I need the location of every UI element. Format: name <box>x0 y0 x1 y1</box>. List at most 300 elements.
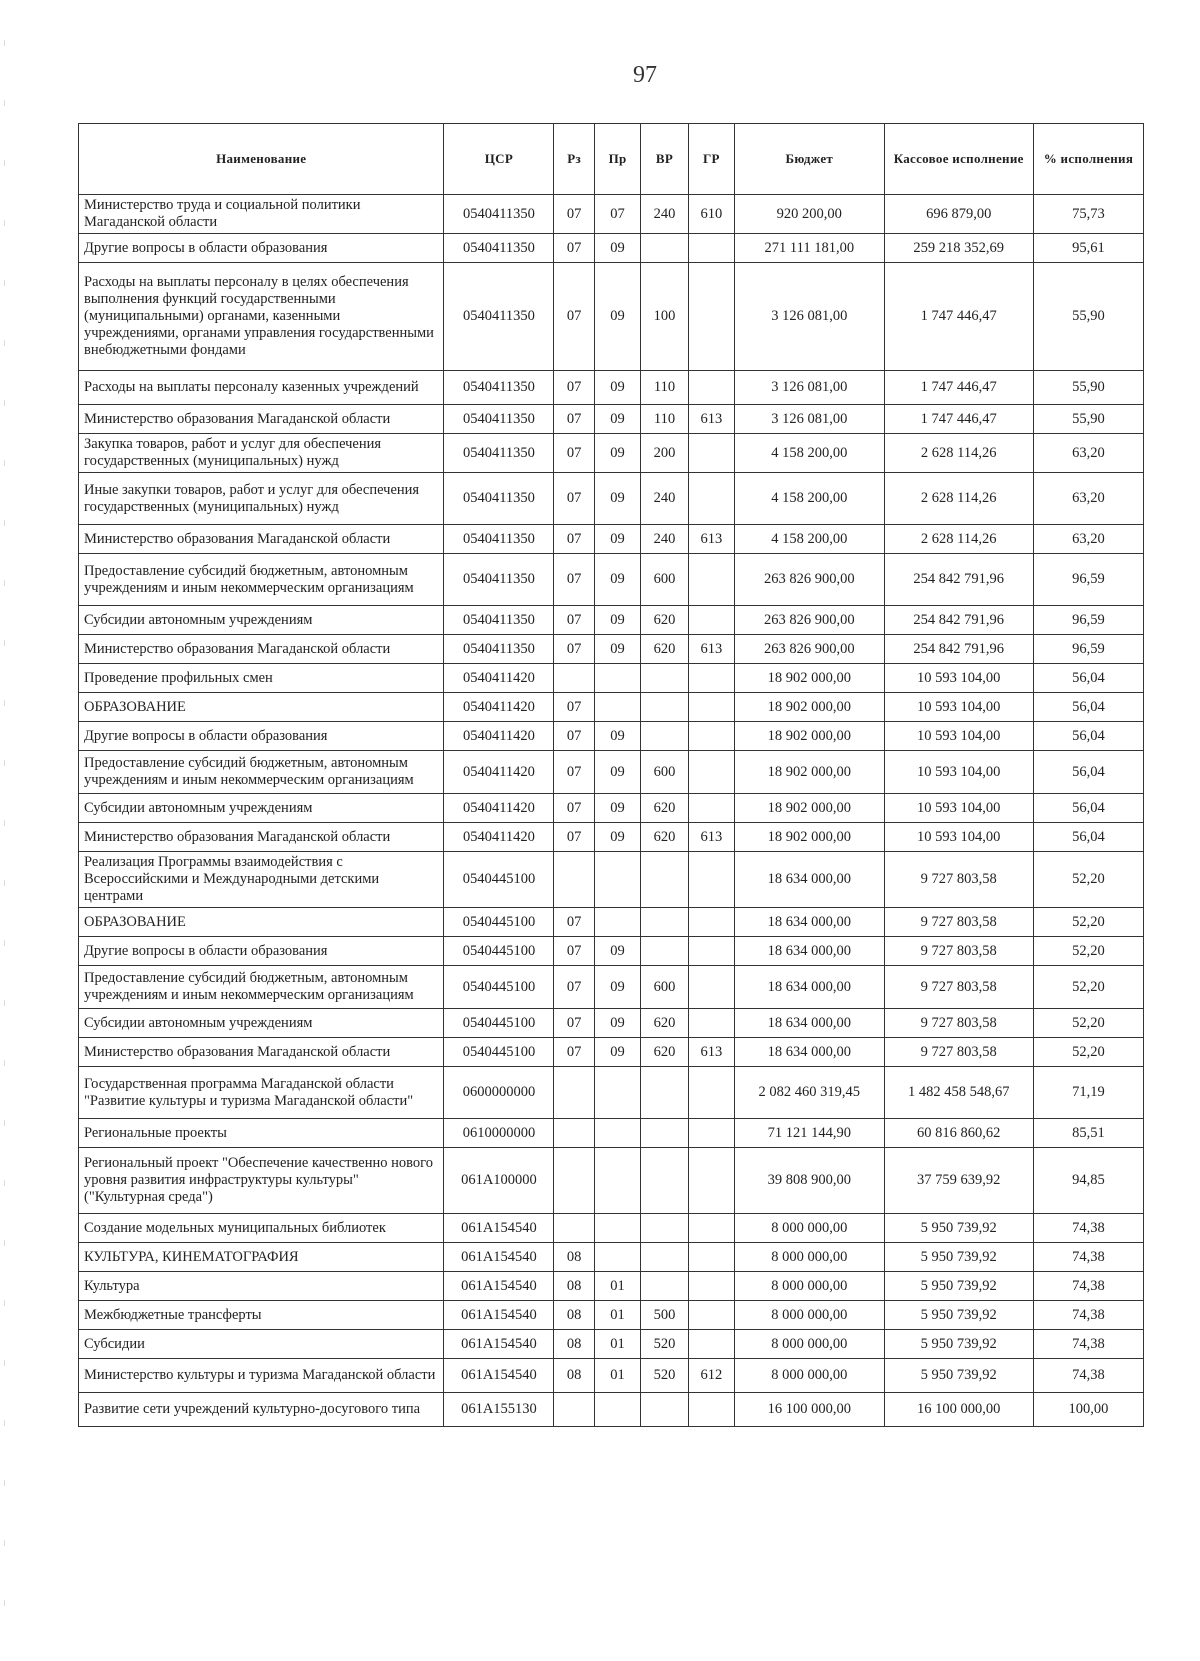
header-budget: Бюджет <box>735 124 884 195</box>
row-percent: 52,20 <box>1033 966 1143 1009</box>
row-gr <box>688 693 734 722</box>
row-percent: 74,38 <box>1033 1330 1143 1359</box>
row-gr <box>688 751 734 794</box>
row-execution: 5 950 739,92 <box>884 1301 1033 1330</box>
row-name: Другие вопросы в области образования <box>79 234 444 263</box>
row-csr: 0600000000 <box>444 1067 554 1119</box>
row-percent: 56,04 <box>1033 664 1143 693</box>
row-execution: 1 747 446,47 <box>884 405 1033 434</box>
row-percent: 56,04 <box>1033 823 1143 852</box>
row-budget: 8 000 000,00 <box>735 1330 884 1359</box>
row-execution: 16 100 000,00 <box>884 1393 1033 1427</box>
row-execution: 1 747 446,47 <box>884 371 1033 405</box>
row-csr: 061A155130 <box>444 1393 554 1427</box>
row-gr <box>688 554 734 606</box>
row-vr <box>641 908 688 937</box>
row-pr: 01 <box>594 1301 640 1330</box>
row-percent: 74,38 <box>1033 1359 1143 1393</box>
row-gr <box>688 1214 734 1243</box>
row-gr <box>688 908 734 937</box>
row-csr: 0540411420 <box>444 664 554 693</box>
row-gr: 610 <box>688 195 734 234</box>
row-rz <box>554 1067 594 1119</box>
row-gr: 613 <box>688 823 734 852</box>
row-vr: 500 <box>641 1301 688 1330</box>
row-execution: 9 727 803,58 <box>884 966 1033 1009</box>
table-row <box>79 966 1144 1009</box>
table-row <box>79 1243 1144 1272</box>
row-csr: 0540445100 <box>444 852 554 908</box>
row-budget: 8 000 000,00 <box>735 1243 884 1272</box>
row-budget: 18 902 000,00 <box>735 693 884 722</box>
row-name: Субсидии <box>79 1330 444 1359</box>
row-vr: 600 <box>641 966 688 1009</box>
table-row <box>79 1214 1144 1243</box>
table-row <box>79 1301 1144 1330</box>
row-execution: 5 950 739,92 <box>884 1272 1033 1301</box>
row-csr: 0540445100 <box>444 1009 554 1038</box>
row-vr: 620 <box>641 635 688 664</box>
row-name: Министерство образования Магаданской области <box>79 635 444 664</box>
table-row <box>79 405 1144 434</box>
row-gr <box>688 606 734 635</box>
row-execution: 5 950 739,92 <box>884 1243 1033 1272</box>
row-percent: 94,85 <box>1033 1148 1143 1214</box>
row-csr: 0540411350 <box>444 606 554 635</box>
table-row <box>79 1119 1144 1148</box>
row-percent: 85,51 <box>1033 1119 1143 1148</box>
row-budget: 2 082 460 319,45 <box>735 1067 884 1119</box>
row-csr: 0540445100 <box>444 908 554 937</box>
table-row <box>79 852 1144 908</box>
row-execution: 9 727 803,58 <box>884 852 1033 908</box>
row-budget: 8 000 000,00 <box>735 1214 884 1243</box>
row-pr: 09 <box>594 751 640 794</box>
row-budget: 263 826 900,00 <box>735 635 884 664</box>
row-csr: 0540411420 <box>444 794 554 823</box>
row-pr <box>594 1214 640 1243</box>
row-budget: 8 000 000,00 <box>735 1359 884 1393</box>
row-rz: 07 <box>554 908 594 937</box>
row-name: Министерство образования Магаданской области <box>79 1038 444 1067</box>
row-percent: 74,38 <box>1033 1214 1143 1243</box>
row-budget: 4 158 200,00 <box>735 473 884 525</box>
row-vr <box>641 722 688 751</box>
row-execution: 254 842 791,96 <box>884 606 1033 635</box>
row-execution: 259 218 352,69 <box>884 234 1033 263</box>
row-percent: 56,04 <box>1033 722 1143 751</box>
row-execution: 2 628 114,26 <box>884 473 1033 525</box>
row-name: Расходы на выплаты персоналу казенных учреждений <box>79 371 444 405</box>
table-row <box>79 195 1144 234</box>
row-percent: 74,38 <box>1033 1272 1143 1301</box>
table-row <box>79 434 1144 473</box>
row-csr: 061A154540 <box>444 1301 554 1330</box>
row-name: Региональный проект "Обеспечение качественно нового уровня развития инфраструктуры культуры" ("Культурная среда") <box>79 1148 444 1214</box>
table-row <box>79 1393 1144 1427</box>
row-pr: 01 <box>594 1330 640 1359</box>
row-execution: 10 593 104,00 <box>884 664 1033 693</box>
row-name: Предоставление субсидий бюджетным, автономным учреждениям и иным некоммерческим организациям <box>79 554 444 606</box>
table-row <box>79 751 1144 794</box>
row-gr: 613 <box>688 525 734 554</box>
row-vr <box>641 1272 688 1301</box>
row-pr <box>594 1243 640 1272</box>
row-name: Межбюджетные трансферты <box>79 1301 444 1330</box>
row-name: Проведение профильных смен <box>79 664 444 693</box>
table-row <box>79 525 1144 554</box>
row-pr <box>594 1119 640 1148</box>
row-vr: 620 <box>641 794 688 823</box>
row-pr: 09 <box>594 1038 640 1067</box>
row-csr: 0540445100 <box>444 966 554 1009</box>
table-row <box>79 908 1144 937</box>
row-csr: 0540411350 <box>444 234 554 263</box>
row-vr <box>641 1119 688 1148</box>
table-row <box>79 606 1144 635</box>
row-gr <box>688 937 734 966</box>
row-budget: 8 000 000,00 <box>735 1272 884 1301</box>
row-rz: 07 <box>554 722 594 751</box>
row-vr <box>641 1214 688 1243</box>
row-rz: 08 <box>554 1272 594 1301</box>
row-csr: 0540445100 <box>444 1038 554 1067</box>
row-gr <box>688 664 734 693</box>
row-percent: 56,04 <box>1033 751 1143 794</box>
row-vr: 620 <box>641 823 688 852</box>
row-csr: 061A100000 <box>444 1148 554 1214</box>
row-rz: 07 <box>554 263 594 371</box>
row-csr: 0540411420 <box>444 823 554 852</box>
row-name: Реализация Программы взаимодействия с Всероссийскими и Международными детскими центрами <box>79 852 444 908</box>
row-rz: 07 <box>554 823 594 852</box>
row-pr: 09 <box>594 473 640 525</box>
page-number: 97 <box>633 62 657 88</box>
table-body <box>79 195 1144 1427</box>
row-csr: 0540411350 <box>444 434 554 473</box>
row-rz <box>554 664 594 693</box>
row-execution: 5 950 739,92 <box>884 1330 1033 1359</box>
row-name: Закупка товаров, работ и услуг для обеспечения государственных (муниципальных) нужд <box>79 434 444 473</box>
header-name: Наименование <box>79 124 444 195</box>
table-row <box>79 1272 1144 1301</box>
row-percent: 75,73 <box>1033 195 1143 234</box>
row-percent: 52,20 <box>1033 937 1143 966</box>
header-rz: Рз <box>554 124 594 195</box>
row-csr: 0540411350 <box>444 263 554 371</box>
row-pr: 09 <box>594 937 640 966</box>
row-gr <box>688 1009 734 1038</box>
row-vr: 620 <box>641 1038 688 1067</box>
row-vr: 200 <box>641 434 688 473</box>
row-gr <box>688 722 734 751</box>
row-execution: 696 879,00 <box>884 195 1033 234</box>
row-csr: 0540411350 <box>444 635 554 664</box>
row-execution: 9 727 803,58 <box>884 937 1033 966</box>
row-pr: 09 <box>594 371 640 405</box>
table-row <box>79 1359 1144 1393</box>
row-csr: 0610000000 <box>444 1119 554 1148</box>
row-gr: 612 <box>688 1359 734 1393</box>
row-gr <box>688 263 734 371</box>
row-execution: 10 593 104,00 <box>884 751 1033 794</box>
row-budget: 18 902 000,00 <box>735 722 884 751</box>
row-name: Министерство образования Магаданской области <box>79 405 444 434</box>
table-row <box>79 664 1144 693</box>
row-vr: 110 <box>641 371 688 405</box>
row-vr <box>641 1148 688 1214</box>
header-execution: Кассовое исполнение <box>884 124 1033 195</box>
row-pr <box>594 664 640 693</box>
row-pr: 09 <box>594 606 640 635</box>
row-execution: 254 842 791,96 <box>884 635 1033 664</box>
row-csr: 0540411350 <box>444 554 554 606</box>
row-name: Министерство образования Магаданской области <box>79 823 444 852</box>
row-csr: 0540411350 <box>444 525 554 554</box>
row-percent: 55,90 <box>1033 371 1143 405</box>
row-name: Государственная программа Магаданской области "Развитие культуры и туризма Магаданской области" <box>79 1067 444 1119</box>
row-percent: 52,20 <box>1033 1009 1143 1038</box>
row-budget: 71 121 144,90 <box>735 1119 884 1148</box>
row-budget: 4 158 200,00 <box>735 525 884 554</box>
row-budget: 16 100 000,00 <box>735 1393 884 1427</box>
table-row <box>79 371 1144 405</box>
row-vr: 600 <box>641 751 688 794</box>
row-pr: 09 <box>594 434 640 473</box>
row-name: Региональные проекты <box>79 1119 444 1148</box>
row-rz: 07 <box>554 405 594 434</box>
table-row <box>79 263 1144 371</box>
row-budget: 39 808 900,00 <box>735 1148 884 1214</box>
row-rz <box>554 1214 594 1243</box>
row-name: Министерство культуры и туризма Магаданской области <box>79 1359 444 1393</box>
row-name: Субсидии автономным учреждениям <box>79 1009 444 1038</box>
row-rz: 07 <box>554 434 594 473</box>
row-execution: 10 593 104,00 <box>884 794 1033 823</box>
row-pr <box>594 693 640 722</box>
row-vr <box>641 664 688 693</box>
row-rz: 08 <box>554 1330 594 1359</box>
row-csr: 0540411420 <box>444 693 554 722</box>
row-name: Министерство образования Магаданской области <box>79 525 444 554</box>
row-percent: 63,20 <box>1033 434 1143 473</box>
row-budget: 18 634 000,00 <box>735 908 884 937</box>
row-pr <box>594 852 640 908</box>
row-vr: 620 <box>641 606 688 635</box>
row-vr: 520 <box>641 1359 688 1393</box>
row-execution: 1 747 446,47 <box>884 263 1033 371</box>
row-csr: 061A154540 <box>444 1359 554 1393</box>
row-execution: 10 593 104,00 <box>884 722 1033 751</box>
table-row <box>79 1148 1144 1214</box>
row-csr: 0540411420 <box>444 722 554 751</box>
row-percent: 55,90 <box>1033 263 1143 371</box>
row-execution: 1 482 458 548,67 <box>884 1067 1033 1119</box>
row-rz: 07 <box>554 371 594 405</box>
row-name: Субсидии автономным учреждениям <box>79 606 444 635</box>
row-percent: 56,04 <box>1033 693 1143 722</box>
row-pr: 09 <box>594 823 640 852</box>
table-row <box>79 693 1144 722</box>
row-rz <box>554 1148 594 1214</box>
table-row <box>79 554 1144 606</box>
row-csr: 0540411350 <box>444 195 554 234</box>
row-gr <box>688 1148 734 1214</box>
row-pr: 09 <box>594 966 640 1009</box>
row-percent: 71,19 <box>1033 1067 1143 1119</box>
row-pr <box>594 908 640 937</box>
row-rz <box>554 1119 594 1148</box>
row-budget: 18 634 000,00 <box>735 1038 884 1067</box>
row-pr: 01 <box>594 1272 640 1301</box>
row-rz: 07 <box>554 966 594 1009</box>
row-percent: 96,59 <box>1033 554 1143 606</box>
row-budget: 3 126 081,00 <box>735 371 884 405</box>
row-name: Другие вопросы в области образования <box>79 722 444 751</box>
row-vr: 110 <box>641 405 688 434</box>
row-csr: 0540411420 <box>444 751 554 794</box>
row-rz: 07 <box>554 751 594 794</box>
table-row <box>79 1038 1144 1067</box>
row-gr <box>688 434 734 473</box>
row-percent: 52,20 <box>1033 1038 1143 1067</box>
row-gr <box>688 1393 734 1427</box>
row-rz: 07 <box>554 1009 594 1038</box>
row-pr: 09 <box>594 234 640 263</box>
row-name: Иные закупки товаров, работ и услуг для обеспечения государственных (муниципальных) нужд <box>79 473 444 525</box>
row-vr <box>641 937 688 966</box>
row-vr <box>641 1393 688 1427</box>
row-budget: 18 634 000,00 <box>735 1009 884 1038</box>
row-name: Культура <box>79 1272 444 1301</box>
row-gr <box>688 1272 734 1301</box>
row-rz: 07 <box>554 937 594 966</box>
row-budget: 920 200,00 <box>735 195 884 234</box>
row-pr: 09 <box>594 263 640 371</box>
row-percent: 96,59 <box>1033 635 1143 664</box>
row-execution: 9 727 803,58 <box>884 908 1033 937</box>
row-pr: 07 <box>594 195 640 234</box>
row-rz <box>554 852 594 908</box>
row-gr: 613 <box>688 405 734 434</box>
table-row <box>79 234 1144 263</box>
table-row <box>79 823 1144 852</box>
row-execution: 9 727 803,58 <box>884 1009 1033 1038</box>
header-pr: Пр <box>594 124 640 195</box>
row-pr: 09 <box>594 554 640 606</box>
row-percent: 63,20 <box>1033 473 1143 525</box>
row-gr <box>688 234 734 263</box>
row-percent: 52,20 <box>1033 908 1143 937</box>
row-budget: 8 000 000,00 <box>735 1301 884 1330</box>
header-gr: ГР <box>688 124 734 195</box>
row-percent: 63,20 <box>1033 525 1143 554</box>
row-csr: 0540411350 <box>444 405 554 434</box>
row-csr: 0540411350 <box>444 371 554 405</box>
row-name: Субсидии автономным учреждениям <box>79 794 444 823</box>
row-name: Создание модельных муниципальных библиотек <box>79 1214 444 1243</box>
row-execution: 10 593 104,00 <box>884 693 1033 722</box>
row-budget: 18 902 000,00 <box>735 794 884 823</box>
row-name: Развитие сети учреждений культурно-досугового типа <box>79 1393 444 1427</box>
row-rz: 07 <box>554 554 594 606</box>
row-execution: 254 842 791,96 <box>884 554 1033 606</box>
scan-edge-mark <box>4 40 5 1620</box>
row-percent: 52,20 <box>1033 852 1143 908</box>
budget-execution-table <box>78 123 1144 1427</box>
row-name: Предоставление субсидий бюджетным, автономным учреждениям и иным некоммерческим организациям <box>79 751 444 794</box>
row-percent: 56,04 <box>1033 794 1143 823</box>
row-name: Министерство труда и социальной политики Магаданской области <box>79 195 444 234</box>
row-csr: 0540411350 <box>444 473 554 525</box>
row-execution: 60 816 860,62 <box>884 1119 1033 1148</box>
row-budget: 18 634 000,00 <box>735 937 884 966</box>
row-rz: 07 <box>554 473 594 525</box>
row-budget: 271 111 181,00 <box>735 234 884 263</box>
row-rz: 07 <box>554 1038 594 1067</box>
row-execution: 37 759 639,92 <box>884 1148 1033 1214</box>
row-rz: 08 <box>554 1301 594 1330</box>
table-header-row <box>79 124 1144 195</box>
row-gr <box>688 852 734 908</box>
row-name: Расходы на выплаты персоналу в целях обеспечения выполнения функций государственными (муниципальными) органами, казенными учреждениями, органами управления государственными внебюджетными фондами <box>79 263 444 371</box>
row-pr: 09 <box>594 635 640 664</box>
row-rz: 07 <box>554 693 594 722</box>
row-execution: 5 950 739,92 <box>884 1359 1033 1393</box>
row-csr: 0540445100 <box>444 937 554 966</box>
row-budget: 263 826 900,00 <box>735 606 884 635</box>
row-rz: 07 <box>554 635 594 664</box>
row-name: ОБРАЗОВАНИЕ <box>79 908 444 937</box>
row-percent: 74,38 <box>1033 1301 1143 1330</box>
row-budget: 3 126 081,00 <box>735 405 884 434</box>
row-name: КУЛЬТУРА, КИНЕМАТОГРАФИЯ <box>79 1243 444 1272</box>
row-vr: 100 <box>641 263 688 371</box>
row-rz: 08 <box>554 1359 594 1393</box>
row-percent: 95,61 <box>1033 234 1143 263</box>
row-name: Предоставление субсидий бюджетным, автономным учреждениям и иным некоммерческим организациям <box>79 966 444 1009</box>
row-vr: 520 <box>641 1330 688 1359</box>
table-row <box>79 794 1144 823</box>
row-rz: 07 <box>554 234 594 263</box>
row-budget: 18 634 000,00 <box>735 852 884 908</box>
row-vr <box>641 693 688 722</box>
row-gr <box>688 473 734 525</box>
row-budget: 18 902 000,00 <box>735 664 884 693</box>
row-rz: 07 <box>554 794 594 823</box>
row-pr <box>594 1393 640 1427</box>
row-execution: 2 628 114,26 <box>884 525 1033 554</box>
header-csr: ЦСР <box>444 124 554 195</box>
header-percent: % исполнения <box>1033 124 1143 195</box>
table-row <box>79 635 1144 664</box>
row-gr <box>688 1243 734 1272</box>
row-csr: 061A154540 <box>444 1214 554 1243</box>
row-vr: 240 <box>641 195 688 234</box>
row-vr <box>641 1067 688 1119</box>
row-rz <box>554 1393 594 1427</box>
row-csr: 061A154540 <box>444 1272 554 1301</box>
row-percent: 74,38 <box>1033 1243 1143 1272</box>
row-gr <box>688 371 734 405</box>
row-rz: 07 <box>554 606 594 635</box>
row-pr: 09 <box>594 1009 640 1038</box>
row-percent: 55,90 <box>1033 405 1143 434</box>
row-vr <box>641 234 688 263</box>
row-pr: 01 <box>594 1359 640 1393</box>
row-budget: 18 902 000,00 <box>735 751 884 794</box>
row-rz: 07 <box>554 525 594 554</box>
